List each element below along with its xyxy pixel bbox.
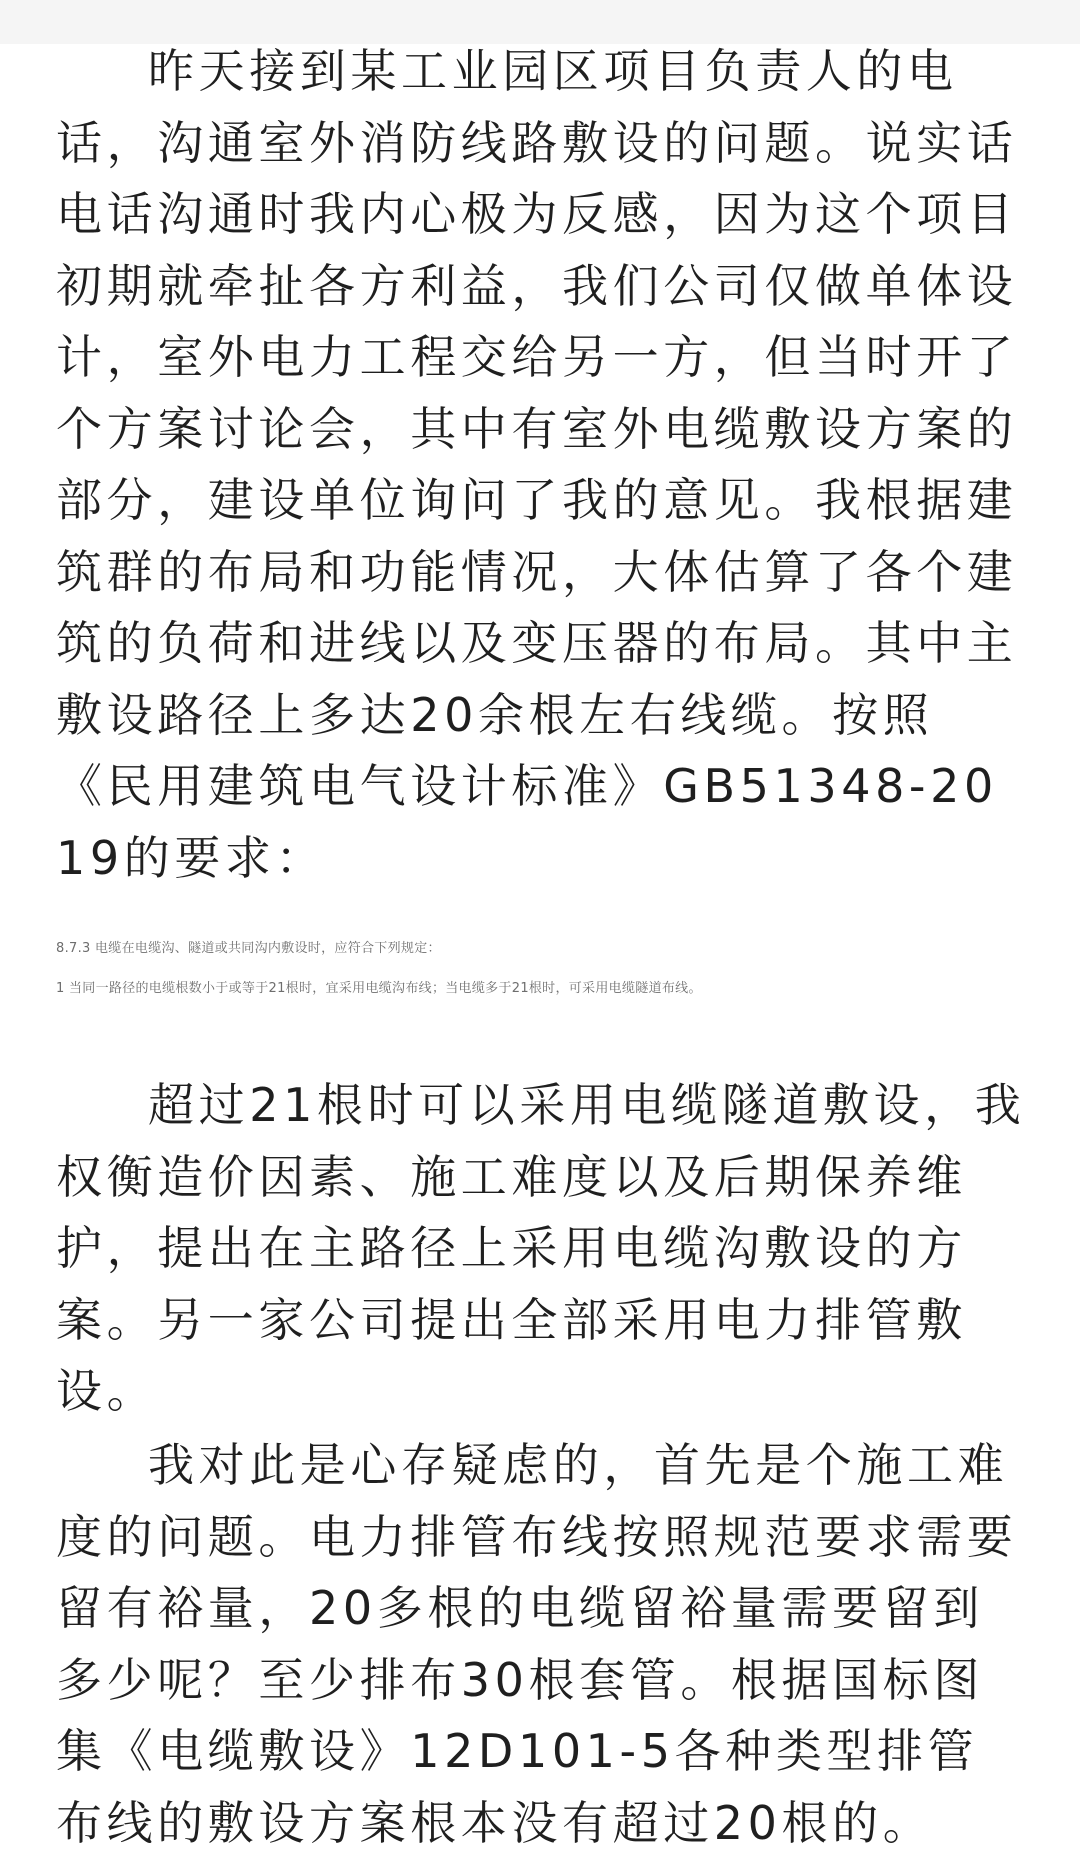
standard-clause-line: 8.7.3 电缆在电缆沟、隧道或共同沟内敷设时，应符合下列规定：: [56, 941, 441, 956]
standard-item-line: 1 当同一路径的电缆根数小于或等于21根时，宜采用电缆沟布线；当电缆多于21根时，可采用电缆隧道布线。: [56, 981, 702, 996]
paragraph-concern: 我对此是心存疑虑的，首先是个施工难度的问题。电力排管布线按照规范要求需要留有裕量，20多根的电缆留裕量需要留到多少呢？至少排布30根套管。根据国标图集《电缆敷设》12D101-5各种类型排管布线的敷设方案根本没有超过20根的。: [56, 1438, 1018, 1850]
paragraph-intro: 昨天接到某工业园区项目负责人的电话，沟通室外消防线路敷设的问题。说实话电话沟通时我内心极为反感，因为这个项目初期就牵扯各方利益，我们公司仅做单体设计，室外电力工程交给另一方，但当时开了个方案讨论会，其中有室外电缆敷设方案的部分，建设单位询问了我的意见。我根据建筑群的布局和功能情况，大体估算了各个建筑的负荷和进线以及变压器的布局。其中主敷设路径上多达20余根左右线缆。按照《民用建筑电气设计标准》GB51348-2019的要求：: [56, 44, 1018, 885]
standard-excerpt-image: [56, 940, 1028, 1024]
paragraph-proposal: 超过21根时可以采用电缆隧道敷设，我权衡造价因素、施工难度以及后期保养维护，提出在主路径上采用电缆沟敷设的方案。另一家公司提出全部采用电力排管敷设。: [56, 1078, 1026, 1418]
